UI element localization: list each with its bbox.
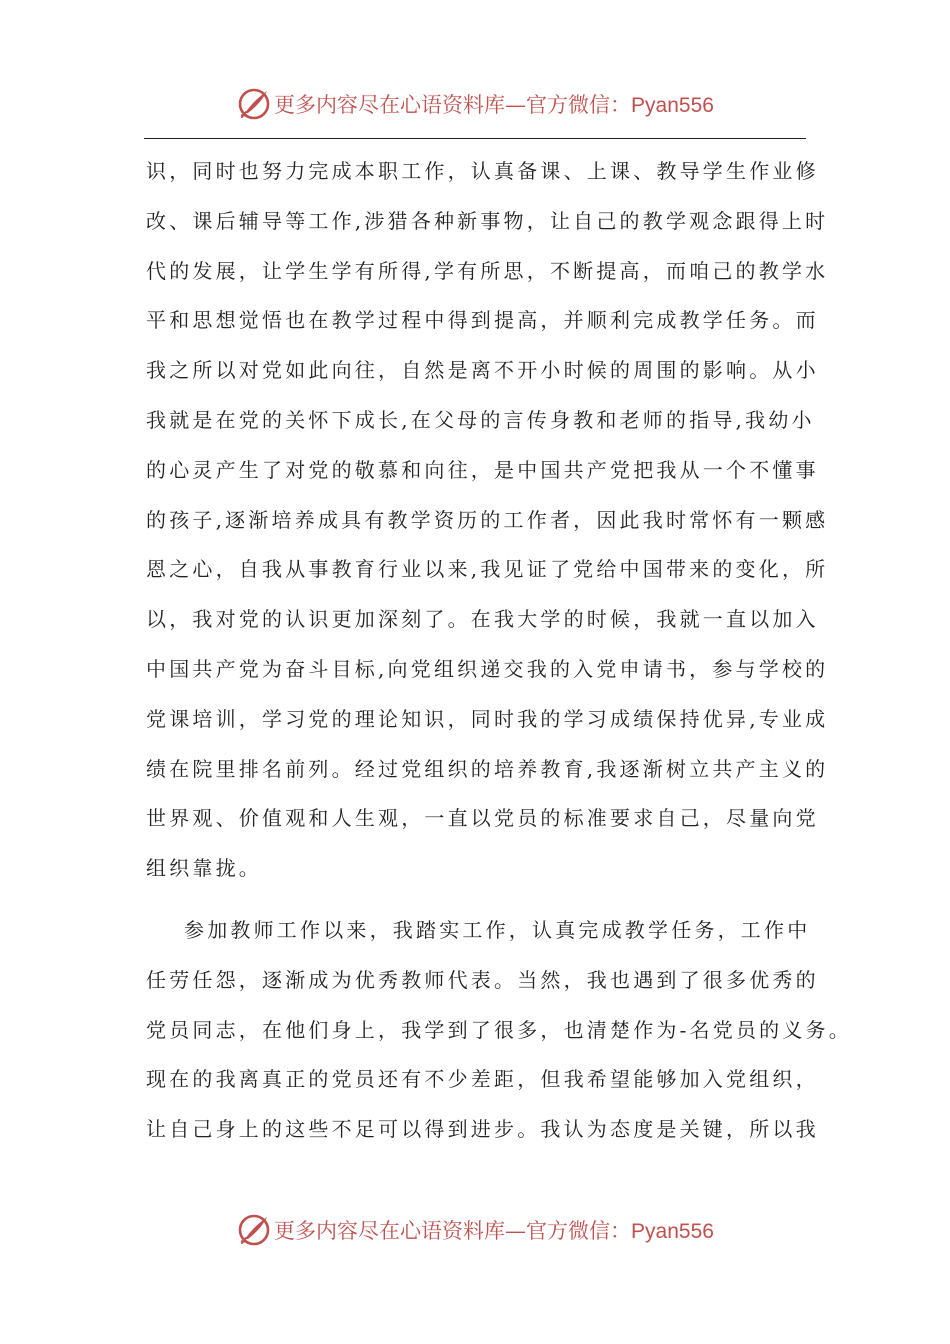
quill-pen-icon <box>236 1212 272 1248</box>
text-line: 平和思想觉悟也在教学过程中得到提高，并顺利完成教学任务。而 <box>146 308 819 333</box>
text-line: 任劳任怨，逐渐成为优秀教师代表。当然，我也遇到了很多优秀的 <box>146 967 819 992</box>
text-line-content: 参加教师工作以来，我踏实工作，认真完成教学任务，工作中 <box>184 917 811 942</box>
wechat-id: Pyan556 <box>631 94 714 117</box>
footer-text <box>274 1215 714 1245</box>
text-line: 党课培训，学习党的理论知识，同时我的学习成绩保持优异,专业成 <box>146 706 829 731</box>
wechat-label: 官方微信： <box>526 1219 632 1243</box>
text-line: 绩在院里排名前列。经过党组织的培养教育,我逐渐树立共产主义的 <box>146 756 829 781</box>
text-line: 让自己身上的这些不足可以得到进步。我认为态度是关键，所以我 <box>146 1117 819 1142</box>
text-line <box>146 906 811 956</box>
header-banner <box>0 84 950 124</box>
wechat-id: Pyan556 <box>631 1220 714 1243</box>
document-body <box>146 147 852 1155</box>
text-line: 以，我对党的认识更加深刻了。在我大学的时候，我就一直以加入 <box>146 607 819 632</box>
header-text <box>274 89 714 119</box>
text-line: 现在的我离真正的党员还有不少差距，但我希望能够加入党组织， <box>146 1067 819 1092</box>
brand-name: 更多内容尽在心语资料库 <box>274 1219 506 1243</box>
quill-pen-icon <box>236 86 272 122</box>
text-line: 恩之心，自我从事教育行业以来,我见证了党给中国带来的变化，所 <box>146 557 829 582</box>
footer-banner <box>0 1210 950 1250</box>
text-line: 的心灵产生了对党的敬慕和向往，是中国共产党把我从一个不懂事 <box>146 457 819 482</box>
wechat-label: 官方微信： <box>526 93 632 117</box>
brand-name: 更多内容尽在心语资料库 <box>274 93 506 117</box>
header-divider <box>144 138 806 139</box>
brand-dash: — <box>505 1219 527 1243</box>
text-line: 我就是在党的关怀下成长,在父母的言传身教和老师的指导,我幼小 <box>146 407 815 432</box>
text-line: 的孩子,逐渐培养成具有教学资历的工作者，因此我时常怀有一颗感 <box>146 507 829 532</box>
text-line: 改、课后辅导等工作,涉猎各种新事物，让自己的教学观念跟得上时 <box>146 208 829 233</box>
paragraph-2 <box>146 906 852 1155</box>
text-line: 我之所以对党如此向往，自然是离不开小时候的周围的影响。从小 <box>146 358 819 383</box>
brand-dash: — <box>505 93 527 117</box>
text-line: 识，同时也努力完成本职工作，认真备课、上课、教导学生作业修 <box>146 159 819 183</box>
text-line: 党员同志，在他们身上，我学到了很多，也清楚作为-名党员的义务。 <box>146 1017 852 1042</box>
paragraph-1 <box>146 147 829 894</box>
text-line: 组织靠拢。 <box>146 856 262 881</box>
text-line: 中国共产党为奋斗目标,向党组织递交我的入党申请书，参与学校的 <box>146 656 829 681</box>
text-line: 世界观、价值观和人生观，一直以党员的标准要求自己，尽量向党 <box>146 806 819 831</box>
text-line: 代的发展，让学生学有所得,学有所思，不断提高，而咱己的教学水 <box>146 258 829 283</box>
